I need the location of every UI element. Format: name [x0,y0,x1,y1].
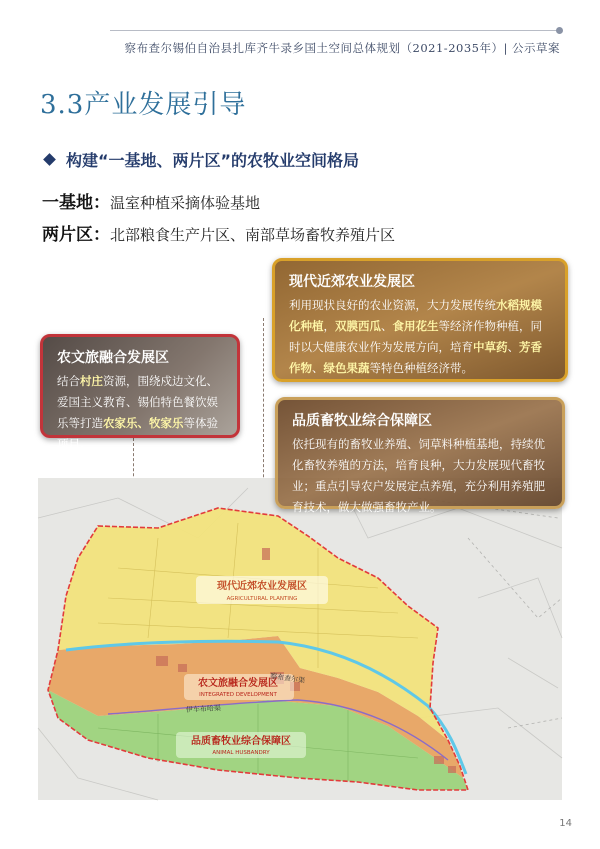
section-title-text: 产业发展引导 [84,90,247,120]
base-line [42,188,260,213]
card-suburban [272,258,568,382]
body-text: 、 [381,319,393,333]
highlight-text: 食用花生 [392,319,439,333]
highlight-text: 村庄 [80,374,103,388]
subheading-text: 构建“一基地、两片区”的农牧业空间格局 [66,151,360,170]
map-label-suburban-en: AGRICULTURAL PLANTING [226,596,298,602]
section-number: 3.3 [40,90,85,120]
body-text: 、 [312,361,324,375]
zones-text: 北部粮食生产片区、南部草场畜牧养殖片区 [110,226,396,244]
highlight-text: 农家乐、牧家乐 [103,416,184,430]
canal-chabuchaer-label: 察布查尔渠 [269,672,306,685]
body-text: 等体验项目。 [57,416,218,451]
card-livestock-title: 品质畜牧业综合保障区 [292,413,432,429]
header-dot [556,27,563,34]
body-text: 资源，围绕戍边文化、爱国主义教育、锡伯特色餐饮娱乐等打造 [57,374,218,430]
card-suburban-body [275,295,565,379]
subheading [45,148,359,171]
map-label-agritourism-cn: 农文旅融合发展区 [198,678,278,689]
body-text: 等经济作物种植，同时以大健康农业作为发展方向，培育 [289,319,542,354]
card-agritourism [40,334,240,451]
map-label-suburban [196,576,328,604]
base-text: 温室种植采摘体验基地 [110,194,261,212]
map-label-livestock-en: ANIMAL HUSBANDRY [212,750,270,756]
card-agritourism-body [43,371,237,455]
body-text: ， [323,319,335,333]
card-agritourism-title: 农文旅融合发展区 [57,350,169,366]
section-title [40,84,246,121]
map-label-livestock [176,732,306,758]
map-label-suburban-cn: 现代近郊农业发展区 [217,581,307,592]
page-number: 14 [559,818,572,829]
zones-label: 两片区： [42,225,110,245]
zoning-map [38,478,562,800]
body-text: 依托现有的畜牧业养殖、饲草料种植基地，持续优化畜牧养殖的方法，培育良种，大力发展现代畜牧业；重点引导农户发展定点养殖，充分利用养殖肥育技术，做大做强畜牧产业。 [292,437,545,514]
canal-yichebuha-label: 伊车布哈渠 [185,704,222,714]
body-text: 、 [507,340,519,354]
highlight-text: 芳香作物 [289,340,542,375]
map-label-agritourism-en: INTEGRATED DEVELOPMENT [199,692,277,698]
highlight-text: 绿色果蔬 [323,361,370,375]
highlight-text: 中草药 [473,340,508,354]
header-rule [110,30,560,31]
card-livestock-body [278,434,562,518]
zones-line [42,220,395,245]
highlight-text: 双膜西瓜 [335,319,381,333]
document-header: 察布查尔锡伯自治县扎库齐牛录乡国土空间总体规划（2021-2035年）| 公示草案 [124,41,560,55]
highlight-text: 水稻规模化种植 [289,298,542,333]
body-text: 结合 [57,374,80,388]
diamond-bullet-icon [43,153,56,166]
base-label: 一基地： [42,193,110,213]
body-text: 等特色种植经济带。 [369,361,473,375]
body-text: 利用现状良好的农业资源，大力发展传统 [289,298,496,312]
card-suburban-title: 现代近郊农业发展区 [289,274,415,290]
map-label-livestock-cn: 品质畜牧业综合保障区 [191,736,291,747]
card-livestock [275,397,565,514]
